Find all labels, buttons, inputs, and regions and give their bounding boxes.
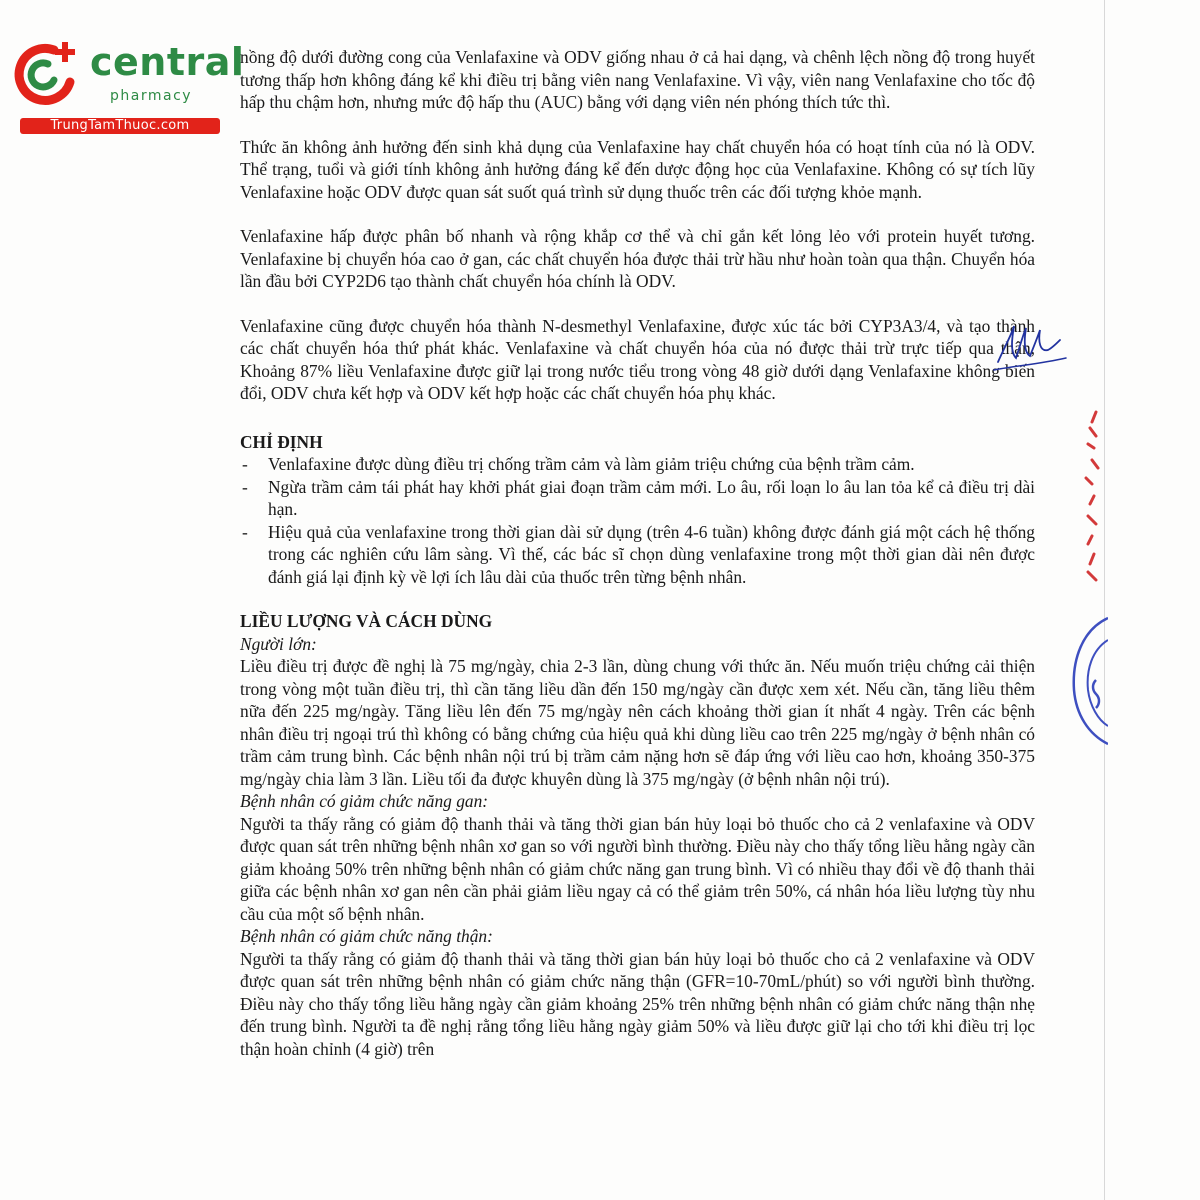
list-item: - Venlafaxine được dùng điều trị chống trầm cảm và làm giảm triệu chứng của bệnh trầm cảm. <box>240 453 1035 476</box>
heading-chi-dinh: CHỈ ĐỊNH <box>240 431 323 452</box>
paragraph-metabolism: Venlafaxine cũng được chuyển hóa thành N-desmethyl Venlafaxine, được xúc tác bởi CYP3A3/4, và tạo thành các chất chuyển hóa thứ phát khác. Venlafaxine và chất chuyển hóa của nó được thải trừ trực tiếp qua thận, Khoảng 87% liều Venlafaxine được giữ lại trong nước tiểu trong vòng 48 giờ dưới dạng Venlafaxine không biến đổi, ODV chưa kết hợp và ODV kết hợp hoặc các chất chuyển hóa phụ khác. <box>240 315 1035 403</box>
central-pharmacy-logo[interactable] <box>10 38 245 138</box>
document-body <box>240 46 1035 1060</box>
list-item: - Hiệu quả của venlafaxine trong thời gian dài sử dụng (trên 4-6 tuần) không được đánh giá một cách hệ thống trong các nghiên cứu lâm sàng. Vì thế, các bác sĩ chọn dùng venlafaxine trong một thời gian dài nên được đánh giá lại định kỳ về lợi ích lâu dài của thuốc trên từng bệnh nhân. <box>240 521 1035 589</box>
paragraph-adult: Liều điều trị được đề nghị là 75 mg/ngày, chia 2-3 lần, dùng chung với thức ăn. Nếu muốn triệu chứng cải thiện trong vòng một tuần điều trị, thì cần tăng liều dần đến 150 mg/ngày cần được xem xét. Nếu cần, tăng liều thêm nữa đến 225 mg/ngày. Tăng liều lên đến 75 mg/ngày nên cách khoảng thời gian ít nhất 4 ngày. Trên các bệnh nhân điều trị ngoại trú thì không có bằng chứng của hiệu quả khi dùng liều cao trên 225 mg/ngày ở bệnh nhân có trầm cảm trung bình. Các bệnh nhân nội trú bị trầm cảm nặng hơn sẽ đáp ứng với liều cao hơn, khoảng 350-375 mg/ngày chia làm 3 lần. Liều tối đa được khuyên dùng là 375 mg/ngày (ở bệnh nhân nội trú). <box>240 656 1035 789</box>
red-stamp-fragment-icon <box>1078 408 1108 588</box>
subheading-adult: Người lớn: <box>240 633 317 654</box>
paragraph-distribution: Venlafaxine hấp được phân bố nhanh và rộng khắp cơ thể và chỉ gắn kết lỏng lẻo với protein huyết tương. Venlafaxine bị chuyển hóa cao ở gan, các chất chuyển hóa được thải trừ hầu như hoàn toàn qua thận. Chuyển hóa lần đầu bởi CYP2D6 tạo thành chất chuyển hóa chính là ODV. <box>240 226 1035 291</box>
subheading-kidney: Bệnh nhân có giảm chức năng thận: <box>240 926 493 946</box>
list-item: - Ngừa trầm cảm tái phát hay khởi phát giai đoạn trầm cảm mới. Lo âu, rối loạn lo âu lan tỏa kể cả điều trị dài hạn. <box>240 476 1035 521</box>
page-edge <box>1104 0 1105 1200</box>
logo-subtitle: pharmacy <box>110 88 193 104</box>
paragraph-food: Thức ăn không ảnh hưởng đến sinh khả dụng của Venlafaxine hay chất chuyển hóa có hoạt tính của nó là ODV. Thể trạng, tuổi và giới tính không ảnh hưởng đáng kể đến dược động học của Venlafaxine. Không có sự tích lũy Venlafaxine hoặc ODV được quan sát suốt quá trình sử dụng thuốc trên các đối tượng khỏe mạnh. <box>240 136 1035 202</box>
paragraph-liver: Người ta thấy rằng có giảm độ thanh thải và tăng thời gian bán hủy loại bỏ thuốc cho cả 2 venlafaxine và ODV được quan sát trên những bệnh nhân xơ gan so với người bình thường. Điều này cho thấy tổng liều hằng ngày cần giảm khoảng 50% trên những bệnh nhân có giảm chức năng gan trung bình. Vì có nhiều thay đổi về độ thanh thải giữa các bệnh nhân xơ gan nên cần phải giảm liều ngay cả có thể giảm trên 50%, cá nhân hóa liều lượng tùy nhu cầu của một số bệnh nhân. <box>240 813 1035 924</box>
logo-brand-name: central <box>90 40 245 84</box>
heading-lieu-luong: LIỀU LƯỢNG VÀ CÁCH DÙNG <box>240 611 493 631</box>
signature-mark-icon <box>990 318 1070 378</box>
logo-website: TrungTamThuoc.com <box>20 118 220 134</box>
paragraph-auc: nồng độ dưới đường cong của Venlafaxine và ODV giống nhau ở cả hai dạng, và chênh lệch nồng độ trong huyết tương thấp hơn không đáng kể khi điều trị bằng viên nang Venlafaxine. Vì vậy, viên nang Venlafaxine cho tốc độ hấp thu chậm hơn, nhưng mức độ hấp thu (AUC) bằng với dạng viên nén phóng thích tức thì. <box>240 47 1035 112</box>
pharmacy-cross-icon <box>10 38 80 108</box>
blue-stamp-fragment-icon <box>1068 610 1108 750</box>
subheading-liver: Bệnh nhân có giảm chức năng gan: <box>240 791 489 811</box>
indication-list <box>240 453 1035 588</box>
paragraph-kidney: Người ta thấy rằng có giảm độ thanh thải và tăng thời gian bán hủy loại bỏ thuốc cho cả 2 venlafaxine và ODV được quan sát trên những bệnh nhân có giảm chức năng thận (GFR=10-70mL/phút) so với người bình thường. Điều này cho thấy tổng liều hằng ngày cần giảm khoảng 25% trên những bệnh nhân có giảm chức năng thận nhẹ đến trung bình. Người ta đề nghị rằng tổng liều hằng ngày giảm 50% và liều được giữ lại cho tới khi điều trị lọc thận hoàn chỉnh (4 giờ) trên <box>240 948 1035 1059</box>
